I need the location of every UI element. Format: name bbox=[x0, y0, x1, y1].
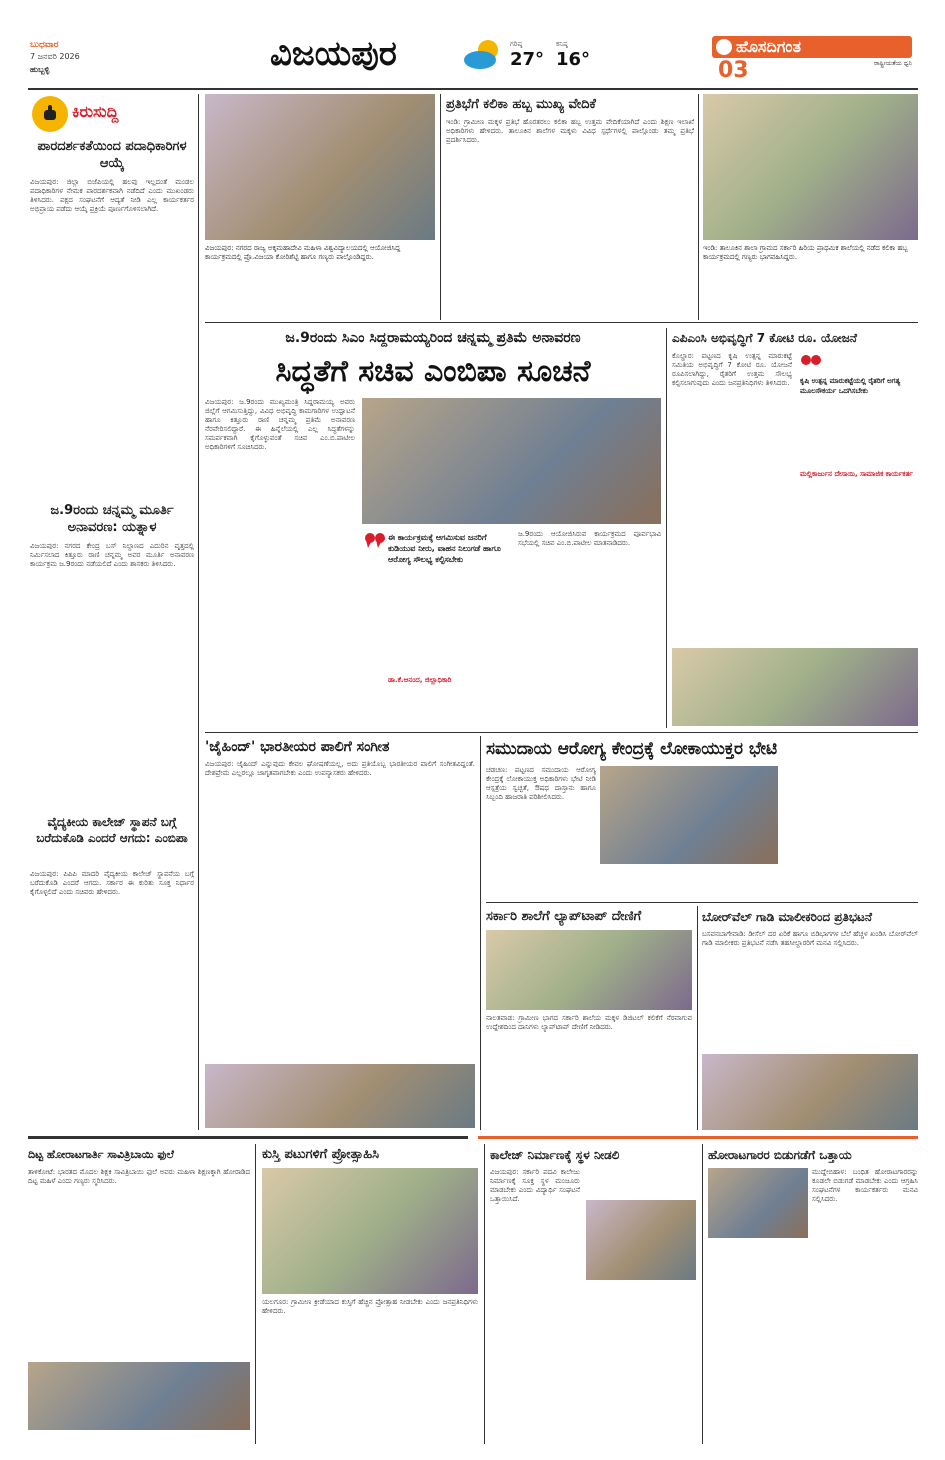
kiru-story3-head: ವೈದ್ಯಕೀಯ ಕಾಲೇಜ್ ಸ್ಥಾಪನೆ ಬಗ್ಗೆ ಬರೆದುಕೊಡಿ ಎಂದರೆ ಆಗದು: ಎಂಬಿಪಾ bbox=[36, 815, 188, 845]
bottom-c4-head: ಹೋರಾಟಗಾರರ ಬಿಡುಗಡೆಗೆ ಒತ್ತಾಯ bbox=[708, 1148, 852, 1162]
masthead-date: 7 ಜನವರಿ 2026 bbox=[30, 52, 80, 61]
quote-icon bbox=[364, 532, 386, 550]
top-row-rule bbox=[205, 322, 918, 323]
page-number: 03 bbox=[718, 58, 749, 83]
bottom-rule-1 bbox=[255, 1144, 256, 1444]
masthead-day: ಬುಧವಾರ bbox=[30, 40, 59, 50]
min-label: ಕನಿಷ್ಠ bbox=[556, 40, 568, 48]
paper-tagline: ರಾಷ್ಟ್ರೀಯತೆಯ ಧ್ವನಿ bbox=[874, 60, 912, 67]
lead-headline: ಸಿದ್ಧತೆಗೆ ಸಚಿವ ಎಂಬಿಪಾ ಸೂಚನೆ bbox=[275, 354, 591, 389]
bottom-c4-photo bbox=[708, 1168, 808, 1238]
bottom-rule-2 bbox=[484, 1144, 485, 1444]
bottom-c3-photo bbox=[586, 1200, 696, 1280]
lokayukta-head: ಸಮುದಾಯ ಆರೋಗ್ಯ ಕೇಂದ್ರಕ್ಕೆ ಲೋಕಾಯುಕ್ತರ ಭೇಟಿ bbox=[486, 739, 778, 759]
apmc-quote-box bbox=[798, 352, 918, 502]
masthead-place: ಹುಬ್ಬಳ್ಳಿ bbox=[30, 65, 50, 74]
lead-photo bbox=[362, 398, 661, 524]
bottom-c3-head: ಕಾಲೇಜ್ ನಿರ್ಮಾಣಕ್ಕೆ ಸ್ಥಳ ನೀಡಲಿ bbox=[490, 1148, 620, 1162]
jaihind-head: 'ಜೈಹಿಂದ್' ಭಾರತೀಯರ ಪಾಲಿಗೆ ಸಂಗೀತ bbox=[205, 739, 390, 755]
left-column-rule bbox=[198, 94, 199, 1130]
bottom-c4-body: ಮುದ್ದೇಬಿಹಾಳ: ಬಂಧಿತ ಹೋರಾಟಗಾರರನ್ನು ಕೂಡಲೇ ಬಿಡುಗಡೆ ಮಾಡಬೇಕು ಎಂದು ಆಗ್ರಹಿಸಿ ಸಂಘಟನೆಗಳ ಕಾರ್ಯಕರ್ತರು ಮನವಿ ಸಲ್ಲಿಸಿದರು. bbox=[812, 1168, 918, 1203]
top-story3-caption: ಇಂಡಿ: ತಾಲೂಕಿನ ಶಾಲಾ ಗ್ರಾಮದ ಸರ್ಕಾರಿ ಹಿರಿಯ ಪ್ರಾಥಮಿಕ ಶಾಲೆಯಲ್ಲಿ ನಡೆದ ಕಲಿಕಾ ಹಬ್ಬ ಕಾರ್ಯಕ್ರಮದಲ್ಲಿ ಗಣ್ಯರು ಭಾಗವಹಿಸಿದ್ದರು. bbox=[703, 244, 908, 261]
laptop-photo bbox=[486, 930, 692, 1010]
weather-icon bbox=[462, 36, 508, 70]
top-story2-head: ಪ್ರತಿಭೆಗೆ ಕಲಿಕಾ ಹಬ್ಬ ಮುಖ್ಯ ವೇದಿಕೆ bbox=[446, 97, 596, 112]
min-temp-block bbox=[556, 40, 596, 76]
apmc-head: ಎಪಿಎಂಸಿ ಅಭಿವೃದ್ಧಿಗೆ 7 ಕೋಟಿ ರೂ. ಯೋಜನೆ bbox=[672, 331, 857, 345]
paper-logo bbox=[712, 36, 912, 88]
kiru-story3-body: ವಿಜಯಪುರ: ಪಿಪಿಪಿ ಮಾದರಿ ವೈದ್ಯಕೀಯ ಕಾಲೇಜ್ ಸ್ಥಾಪನೆಯ ಬಗ್ಗೆ ಬರೆದುಕೊಡಿ ಎಂದರೆ ಆಗದು. ಸರ್ಕಾರ ಈ ಕುರಿತು ಸೂಕ್ತ ನಿರ್ಧಾರ ಕೈಗೊಳ್ಳಲಿದೆ ಎಂದು ಸಚಿವರು ಹೇಳಿದರು. bbox=[30, 870, 194, 896]
mid-row-rule bbox=[205, 732, 918, 733]
bottom-c3-body: ವಿಜಯಪುರ: ಸರ್ಕಾರಿ ಪದವಿ ಕಾಲೇಜು ನಿರ್ಮಾಣಕ್ಕೆ ಸೂಕ್ತ ಸ್ಥಳ ಮಂಜೂರು ಮಾಡಬೇಕು ಎಂದು ವಿದ್ಯಾರ್ಥಿ ಸಂಘಟನೆ ಒತ್ತಾಯಿಸಿದೆ. bbox=[490, 1168, 580, 1203]
kiru-story2-head: ಜ.9ರಂದು ಚನ್ನಮ್ಮ ಮೂರ್ತಿ ಅನಾವರಣ: ಯತ್ನಾಳ bbox=[50, 503, 174, 535]
bottom-c1-head: ದಿಟ್ಟ ಹೋರಾಟಗಾರ್ತಿ ಸಾವಿತ್ರಿಬಾಯಿ ಫುಲೆ bbox=[28, 1148, 174, 1161]
jaihind-rule bbox=[480, 736, 481, 1130]
kiru-story1-head: ಪಾರದರ್ಶಕತೆಯಿಂದ ಪದಾಧಿಕಾರಿಗಳ ಆಯ್ಕೆ bbox=[37, 139, 187, 171]
laptop-rule bbox=[697, 906, 698, 1130]
laptop-head: ಸರ್ಕಾರಿ ಶಾಲೆಗೆ ಲ್ಯಾಪ್‌ಟಾಪ್ ದೇಣಿಗೆ bbox=[486, 909, 642, 924]
top-story3-photo bbox=[703, 94, 918, 240]
masthead-date-block bbox=[30, 40, 140, 90]
lead-kicker: ಜ.9ರಂದು ಸಿಎಂ ಸಿದ್ದರಾಮಯ್ಯರಿಂದ ಚನ್ನಮ್ಮ ಪ್ರತಿಮೆ ಅನಾವರಣ bbox=[285, 330, 581, 346]
logo-icon bbox=[716, 39, 732, 55]
bottom-accent-bar-right bbox=[478, 1136, 918, 1139]
masthead bbox=[0, 0, 945, 90]
lead-col-rule bbox=[666, 328, 667, 728]
kirusuddi-label: ಕಿರುಸುದ್ದಿ bbox=[72, 102, 119, 121]
borewell-head: ಬೋರ್‌ವೆಲ್ ಗಾಡಿ ಮಾಲೀಕರಿಂದ ಪ್ರತಿಭಟನೆ bbox=[702, 910, 873, 924]
masthead-rule bbox=[28, 88, 918, 90]
bottom-c2-head: ಕುಸ್ತಿ ಪಟುಗಳಿಗೆ ಪ್ರೋತ್ಸಾಹಿಸಿ bbox=[262, 1147, 380, 1162]
apmc-body: ಕೊಲ್ಹಾರ: ಪಟ್ಟಣದ ಕೃಷಿ ಉತ್ಪನ್ನ ಮಾರುಕಟ್ಟೆ ಸಮಿತಿಯ ಅಭಿವೃದ್ಧಿಗೆ 7 ಕೋಟಿ ರೂ. ಯೋಜನೆ ರೂಪಿಸಲಾಗಿದ್ದು, ರೈತರಿಗೆ ಉತ್ತಮ ಸೌಲಭ್ಯ ಕಲ್ಪಿಸಲಾಗುವುದು ಎಂದು ಜನಪ್ರತಿನಿಧಿಗಳು ತಿಳಿಸಿದರು. bbox=[672, 352, 792, 387]
kirusuddi-column bbox=[28, 94, 196, 1130]
max-label: ಗರಿಷ್ಠ bbox=[510, 40, 523, 48]
bottom-c1-body: ತಾಳಿಕೋಟೆ: ಭಾರತದ ಮೊದಲ ಶಿಕ್ಷಕಿ ಸಾವಿತ್ರಿಬಾಯಿ ಫುಲೆ ಅವರು ಮಹಿಳಾ ಶಿಕ್ಷಣಕ್ಕಾಗಿ ಹೋರಾಡಿದ ದಿಟ್ಟ ಮಹಿಳೆ ಎಂದು ಗಣ್ಯರು ಸ್ಮರಿಸಿದರು. bbox=[28, 1168, 250, 1185]
apmc-quote-icon bbox=[800, 354, 822, 372]
jaihind-body: ವಿಜಯಪುರ: ಜೈಹಿಂದ್ ಎನ್ನುವುದು ಕೇವಲ ಘೋಷಣೆಯಲ್ಲ, ಅದು ಪ್ರತಿಯೊಬ್ಬ ಭಾರತೀಯರ ಪಾಲಿಗೆ ಸಂಗೀತವಿದ್ದಂತೆ. ದೇಶಪ್ರೇಮ ಎಲ್ಲರಲ್ಲೂ ಜಾಗೃತವಾಗಬೇಕು ಎಂದು ಉಪನ್ಯಾಸಕರು ಹೇಳಿದರು. bbox=[205, 760, 475, 777]
top-story1-caption: ವಿಜಯಪುರ: ನಗರದ ರಾಜ್ಯ ಅಕ್ಕಮಹಾದೇವಿ ಮಹಿಳಾ ವಿಶ್ವವಿದ್ಯಾಲಯದಲ್ಲಿ ಆಯೋಜಿಸಿದ್ದ ಕಾರ್ಯಕ್ರಮದಲ್ಲಿ ಪ್ರೊ.ವಿಜಯಾ ಕೋರಿಶೆಟ್ಟಿ ಹಾಗೂ ಗಣ್ಯರು ಪಾಲ್ಗೊಂಡಿದ್ದರು. bbox=[205, 244, 401, 261]
bottom-c2-photo bbox=[262, 1168, 478, 1294]
lokayukta-photo bbox=[600, 766, 778, 864]
bottom-c1-photo bbox=[28, 1362, 250, 1430]
top-story1-photo bbox=[205, 94, 435, 240]
min-temp: 16° bbox=[556, 49, 591, 70]
max-temp: 27° bbox=[510, 49, 545, 70]
apmc-quote-by: ಮಲ್ಲಿಕಾರ್ಜುನ ದೇಸಾಯಿ, ಸಾಮಾಜಿಕ ಕಾರ್ಯಕರ್ತ bbox=[800, 470, 913, 478]
kirusuddi-hand-icon bbox=[40, 104, 60, 124]
lead-photo-caption: ಜ.9ರಂದು ಆಯೋಜಿಸಿರುವ ಕಾರ್ಯಕ್ರಮದ ಪೂರ್ವಭಾವಿ ಸಭೆಯಲ್ಲಿ ಸಚಿವ ಎಂ.ಬಿ.ಪಾಟೀಲ ಮಾತನಾಡಿದರು. bbox=[518, 530, 661, 547]
apmc-quote-text: ಕೃಷಿ ಉತ್ಪನ್ನ ಮಾರುಕಟ್ಟೆಯಲ್ಲಿ ರೈತರಿಗೆ ಅಗತ್ಯ ಮೂಲಸೌಕರ್ಯ ಒದಗಿಸಬೇಕು bbox=[800, 377, 901, 395]
kiru-story1-body: ವಿಜಯಪುರ: ಜಿಲ್ಲಾ ಬಿಜೆಪಿಯಲ್ಲಿ ಹಲವು ಇಲ್ಲದಂತೆ ಮಂಡಲ ಪದಾಧಿಕಾರಿಗಳ ನೇಮಕ ಪಾರದರ್ಶಕವಾಗಿ ನಡೆದಿದೆ ಎಂದು ಮುಖಂಡರು ತಿಳಿಸಿದರು. ಪಕ್ಷದ ಸಂಘಟನೆಗೆ ಆದ್ಯತೆ ನೀಡಿ ಎಲ್ಲ ಕಾರ್ಯಕರ್ತರ ಅಭಿಪ್ರಾಯ ಪಡೆದು ಆಯ್ಕೆ ಪ್ರಕ್ರಿಯೆ ಪೂರ್ಣಗೊಳಿಸಲಾಗಿದೆ. bbox=[30, 178, 194, 213]
lead-quote-by: ಡಾ.ಕೆ.ಆನಂದ, ಜಿಲ್ಲಾಧಿಕಾರಿ bbox=[388, 676, 452, 684]
lead-body: ವಿಜಯಪುರ: ಜ.9ರಂದು ಮುಖ್ಯಮಂತ್ರಿ ಸಿದ್ದರಾಮಯ್ಯ ಅವರು ಜಿಲ್ಲೆಗೆ ಆಗಮಿಸುತ್ತಿದ್ದು, ವಿವಿಧ ಅಭಿವೃದ್ಧಿ ಕಾಮಗಾರಿಗಳ ಉದ್ಘಾಟನೆ ಹಾಗೂ ಕಿತ್ತೂರು ರಾಣಿ ಚನ್ನಮ್ಮ ಪ್ರತಿಮೆ ಅನಾವರಣ ನೆರವೇರಿಸಲಿದ್ದಾರೆ. ಈ ಹಿನ್ನೆಲೆಯಲ್ಲಿ ಎಲ್ಲ ಸಿದ್ಧತೆಗಳನ್ನು ಸಮರ್ಪಕವಾಗಿ ಕೈಗೊಳ್ಳುವಂತೆ ಸಚಿವ ಎಂ.ಬಿ.ಪಾಟೀಲ ಅಧಿಕಾರಿಗಳಿಗೆ ಸೂಚಿಸಿದರು. bbox=[205, 398, 355, 451]
bottom-c2-body: ಯಲಗೂರ: ಗ್ರಾಮೀಣ ಕ್ರೀಡೆಯಾದ ಕುಸ್ತಿಗೆ ಹೆಚ್ಚಿನ ಪ್ರೋತ್ಸಾಹ ನೀಡಬೇಕು ಎಂದು ಜನಪ್ರತಿನಿಧಿಗಳು ಹೇಳಿದರು. bbox=[262, 1298, 478, 1315]
lokayukta-rule bbox=[486, 902, 918, 903]
lead-quote-box bbox=[362, 530, 512, 714]
top-col-rule-1 bbox=[440, 94, 441, 320]
bottom-rule-3 bbox=[702, 1144, 703, 1444]
apmc-photo bbox=[672, 648, 918, 726]
edition-title: ವಿಜಯಪುರ bbox=[270, 34, 397, 74]
bottom-accent-bar-left bbox=[28, 1136, 468, 1139]
laptop-body: ನಾಲತವಾಡ: ಗ್ರಾಮೀಣ ಭಾಗದ ಸರ್ಕಾರಿ ಶಾಲೆಯ ಮಕ್ಕಳ ಡಿಜಿಟಲ್ ಕಲಿಕೆಗೆ ನೆರವಾಗುವ ಉದ್ದೇಶದಿಂದ ದಾನಿಗಳು ಲ್ಯಾಪ್‌ಟಾಪ್ ದೇಣಿಗೆ ನೀಡಿದರು. bbox=[486, 1014, 692, 1031]
paper-name: ಹೊಸದಿಗಂತ bbox=[736, 37, 801, 56]
top-col-rule-2 bbox=[698, 94, 699, 320]
top-story2-body: ಇಂಡಿ: ಗ್ರಾಮೀಣ ಮಕ್ಕಳ ಪ್ರತಿಭೆ ಹೊರತರಲು ಕಲಿಕಾ ಹಬ್ಬ ಉತ್ತಮ ವೇದಿಕೆಯಾಗಿದೆ ಎಂದು ಶಿಕ್ಷಣ ಇಲಾಖೆ ಅಧಿಕಾರಿಗಳು ಹೇಳಿದರು. ತಾಲೂಕಿನ ಶಾಲೆಗಳ ಮಕ್ಕಳು ವಿವಿಧ ಸ್ಪರ್ಧೆಗಳಲ್ಲಿ ಪಾಲ್ಗೊಂಡು ತಮ್ಮ ಪ್ರತಿಭೆ ಪ್ರದರ್ಶಿಸಿದರು. bbox=[446, 118, 694, 144]
borewell-body: ಬಸವನಬಾಗೇವಾಡಿ: ಡೀಸೆಲ್ ದರ ಏರಿಕೆ ಹಾಗೂ ಬಿಡಿಭಾಗಗಳ ಬೆಲೆ ಹೆಚ್ಚಳ ಖಂಡಿಸಿ ಬೋರ್‌ವೆಲ್ ಗಾಡಿ ಮಾಲೀಕರು ಪ್ರತಿಭಟನೆ ನಡೆಸಿ ತಹಸೀಲ್ದಾರರಿಗೆ ಮನವಿ ಸಲ್ಲಿಸಿದರು. bbox=[702, 930, 918, 947]
kiru-story2-body: ವಿಜಯಪುರ: ನಗರದ ಕೇಂದ್ರ ಬಸ್ ನಿಲ್ದಾಣದ ಎದುರಿನ ವೃತ್ತದಲ್ಲಿ ನಿರ್ಮಿಸಲಾದ ಕಿತ್ತೂರು ರಾಣಿ ಚನ್ನಮ್ಮ ಅವರ ಮೂರ್ತಿ ಅನಾವರಣ ಕಾರ್ಯಕ್ರಮ ಜ.9ರಂದು ನಡೆಯಲಿದೆ ಎಂದು ಶಾಸಕರು ತಿಳಿಸಿದರು. bbox=[30, 542, 194, 568]
max-temp-block bbox=[510, 40, 550, 76]
lokayukta-body: ಚಡಚಣ: ಪಟ್ಟಣದ ಸಮುದಾಯ ಆರೋಗ್ಯ ಕೇಂದ್ರಕ್ಕೆ ಲೋಕಾಯುಕ್ತ ಅಧಿಕಾರಿಗಳು ಭೇಟಿ ನೀಡಿ ಆಸ್ಪತ್ರೆಯ ಸ್ವಚ್ಛತೆ, ಔಷಧ ದಾಸ್ತಾನು ಹಾಗೂ ಸಿಬ್ಬಂದಿ ಹಾಜರಾತಿ ಪರಿಶೀಲಿಸಿದರು. bbox=[486, 766, 596, 801]
jaihind-photo bbox=[205, 1064, 475, 1128]
borewell-photo bbox=[702, 1054, 918, 1130]
lead-quote-text: ಈ ಕಾರ್ಯಕ್ರಮಕ್ಕೆ ಆಗಮಿಸುವ ಜನರಿಗೆ ಕುಡಿಯುವ ನೀರು, ವಾಹನ ನಿಲುಗಡೆ ಹಾಗೂ ಆರೋಗ್ಯ ಸೌಲಭ್ಯ ಕಲ್ಪಿಸಬೇಕು bbox=[388, 533, 501, 564]
